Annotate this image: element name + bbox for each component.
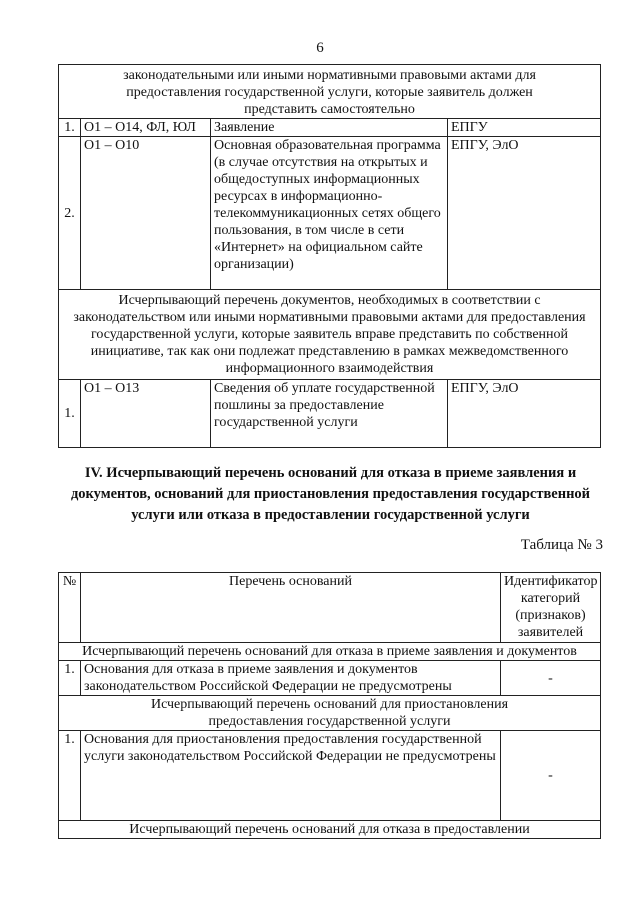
applicant-range: О1 – О13 [81,380,211,448]
section2-header-row [59,290,601,380]
row-number: 2. [59,137,81,290]
applicant-range: О1 – О14, ФЛ, ЮЛ [81,119,211,137]
col-list-header: Перечень оснований [81,573,501,643]
applicant-category-id: - [501,731,601,821]
table-header-row [59,573,601,643]
row-number: 1. [59,119,81,137]
col-id-header: Идентификатор категорий (признаков) заявителей [501,573,601,643]
row-number: 1. [59,380,81,448]
documents-table [58,64,601,448]
ground-text: Основания для приостановления предоставления государственной услуги законодательством Российской Федерации не предусмотрены [81,731,501,821]
group2-header: Исчерпывающий перечень оснований для приостановления предоставления государственной услуги [59,696,601,731]
col-number-header: № [59,573,81,643]
table-row [59,380,601,448]
table-label: Таблица № 3 [520,537,603,553]
row-number: 1. [59,731,81,821]
applicant-range: О1 – О10 [81,137,211,290]
section-heading: IV. Исчерпывающий перечень оснований для отказа в приеме заявления и документов, оснований для приостановления предоставления государственной услуги или отказа в предоставлении государственной услуги [70,465,591,523]
group1-header: Исчерпывающий перечень оснований для отказа в приеме заявления и документов [59,643,601,661]
grounds-table [58,572,601,839]
page-number: 6 [316,40,324,56]
section2-header-text: Исчерпывающий перечень документов, необходимых в соответствии с законодательством или иными нормативными правовыми актами для предоставления государственной услуги, которые заявитель вправе представить по собственной инициативе, так как они подлежат представлению в рамках межведомственного информационного взаимодействия [59,290,601,380]
table-row [59,661,601,696]
table-header-row [59,65,601,119]
ground-text: Основания для отказа в приеме заявления и документов законодательством Российской Федерации не предусмотрены [81,661,501,696]
row-number: 1. [59,661,81,696]
group-header-row [59,696,601,731]
document-name: Сведения об уплате государственной пошлины за предоставление государственной услуги [211,380,448,448]
group-header-row [59,821,601,839]
submission-channel: ЕПГУ, ЭлО [448,380,601,448]
group-header-row [59,643,601,661]
applicant-category-id: - [501,661,601,696]
table-row [59,119,601,137]
table-row [59,731,601,821]
document-name: Основная образовательная программа (в случае отсутствия на открытых и общедоступных информационных ресурсах в информационно-телекоммуникационных сетях общего пользования, в том числе в сети «Интернет» на официальном сайте организации) [211,137,448,290]
group3-header: Исчерпывающий перечень оснований для отказа в предоставлении [59,821,601,839]
submission-channel: ЕПГУ [448,119,601,137]
submission-channel: ЕПГУ, ЭлО [448,137,601,290]
document-name: Заявление [211,119,448,137]
table-row [59,137,601,290]
section1-header-text: законодательными или иными нормативными правовыми актами для предоставления государственной услуги, которые заявитель должен представить самостоятельно [59,65,601,119]
